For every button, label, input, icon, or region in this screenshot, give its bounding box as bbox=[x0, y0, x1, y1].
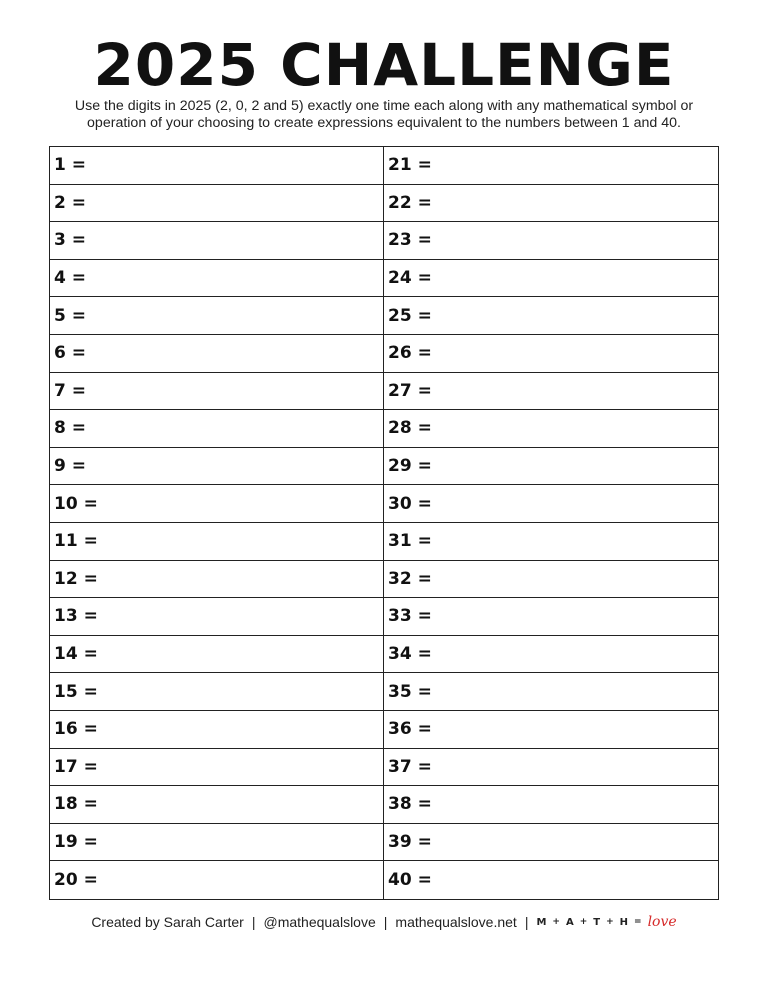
answer-cell-right[interactable]: 25 = bbox=[384, 297, 718, 335]
worksheet-title: 2025 CHALLENGE bbox=[93, 31, 675, 99]
answer-cell-right[interactable]: 28 = bbox=[384, 410, 718, 448]
answer-cell-left[interactable]: 5 = bbox=[50, 297, 384, 335]
answer-cell-right[interactable]: 27 = bbox=[384, 373, 718, 411]
answer-cell-left[interactable]: 3 = bbox=[50, 222, 384, 260]
answer-cell-right[interactable]: 32 = bbox=[384, 561, 718, 599]
footer-handle: @mathequalslove bbox=[263, 914, 376, 930]
answer-cell-right[interactable]: 35 = bbox=[384, 673, 718, 711]
answer-cell-left[interactable]: 20 = bbox=[50, 861, 384, 899]
instructions bbox=[40, 98, 728, 132]
answer-cell-left[interactable]: 11 = bbox=[50, 523, 384, 561]
answer-cell-left[interactable]: 14 = bbox=[50, 636, 384, 674]
logo-plus: + bbox=[606, 917, 615, 927]
footer-website: mathequalslove.net bbox=[395, 914, 517, 930]
answer-cell-right[interactable]: 24 = bbox=[384, 260, 718, 298]
answer-cell-right[interactable]: 31 = bbox=[384, 523, 718, 561]
logo-letter-h: H bbox=[619, 916, 630, 928]
logo-letter-a: A bbox=[565, 916, 575, 928]
logo-letter-t: T bbox=[593, 916, 602, 928]
answer-cell-left[interactable]: 10 = bbox=[50, 485, 384, 523]
answer-cell-left[interactable]: 8 = bbox=[50, 410, 384, 448]
answer-cell-right[interactable]: 23 = bbox=[384, 222, 718, 260]
answer-cell-left[interactable]: 13 = bbox=[50, 598, 384, 636]
answer-cell-left[interactable]: 16 = bbox=[50, 711, 384, 749]
answer-cell-right[interactable]: 37 = bbox=[384, 749, 718, 787]
answer-cell-left[interactable]: 18 = bbox=[50, 786, 384, 824]
logo-letter-m: M bbox=[536, 916, 548, 928]
footer bbox=[0, 914, 768, 930]
answer-cell-left[interactable]: 12 = bbox=[50, 561, 384, 599]
answer-cell-left[interactable]: 15 = bbox=[50, 673, 384, 711]
answer-cell-left[interactable]: 4 = bbox=[50, 260, 384, 298]
answer-cell-left[interactable]: 2 = bbox=[50, 185, 384, 223]
answer-cell-left[interactable]: 17 = bbox=[50, 749, 384, 787]
answer-cell-left[interactable]: 9 = bbox=[50, 448, 384, 486]
answer-cell-right[interactable]: 34 = bbox=[384, 636, 718, 674]
instructions-line-1: Use the digits in 2025 (2, 0, 2 and 5) exactly one time each along with any mathematical symbol or bbox=[74, 98, 694, 114]
answer-cell-left[interactable]: 19 = bbox=[50, 824, 384, 862]
answer-cell-left[interactable]: 7 = bbox=[50, 373, 384, 411]
logo-love-script: love bbox=[647, 914, 677, 930]
answer-cell-right[interactable]: 38 = bbox=[384, 786, 718, 824]
answer-cell-left[interactable]: 6 = bbox=[50, 335, 384, 373]
answer-cell-right[interactable]: 33 = bbox=[384, 598, 718, 636]
answer-cell-right[interactable]: 29 = bbox=[384, 448, 718, 486]
footer-separator: | bbox=[383, 914, 388, 930]
logo-plus: + bbox=[552, 917, 561, 927]
footer-credit: Created by Sarah Carter bbox=[91, 914, 244, 930]
answer-cell-right[interactable]: 26 = bbox=[384, 335, 718, 373]
answer-cell-right[interactable]: 36 = bbox=[384, 711, 718, 749]
answer-cell-right[interactable]: 40 = bbox=[388, 870, 432, 891]
answer-cell-right[interactable]: 21 = bbox=[384, 147, 718, 185]
footer-separator: | bbox=[524, 914, 529, 930]
footer-separator: | bbox=[251, 914, 256, 930]
logo-plus: + bbox=[579, 917, 589, 927]
math-equals-love-logo bbox=[536, 914, 676, 930]
answer-grid bbox=[49, 146, 719, 900]
instructions-line-2: operation of your choosing to create expressions equivalent to the numbers between 1 and 40. bbox=[87, 115, 681, 131]
answer-cell-left[interactable]: 1 = bbox=[50, 147, 384, 185]
answer-cell-right[interactable]: 30 = bbox=[384, 485, 718, 523]
answer-cell-right[interactable]: 22 = bbox=[384, 185, 718, 223]
logo-equals: = bbox=[634, 917, 643, 927]
answer-cell-right[interactable]: 39 = bbox=[384, 824, 718, 862]
